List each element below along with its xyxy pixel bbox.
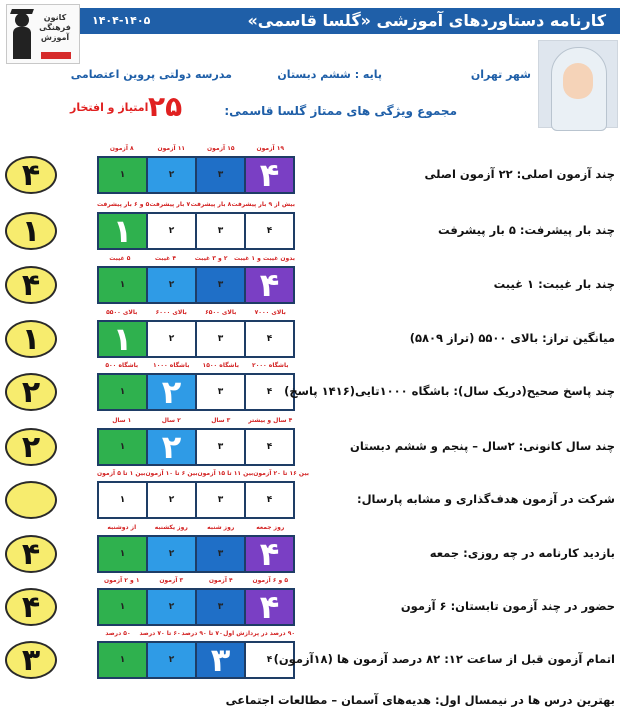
level-header: ۲ و ۳ غیبت	[194, 255, 228, 262]
level-cell: ۴	[246, 537, 293, 571]
level-header: ۸ آزمون	[109, 145, 134, 152]
level-header: ۷ بار پیشرفت	[149, 201, 191, 208]
criteria-label: چند پاسخ صحیح(دریک سال): باشگاه ۱۰۰۰تایی(۱۴۱۶ پاسخ)	[284, 384, 615, 398]
level-cell: ۱	[99, 430, 148, 464]
logo-badge	[41, 52, 71, 59]
level-cell: ۴	[246, 268, 293, 302]
score-circle: ۳	[5, 641, 57, 679]
level-cell: ۳	[197, 322, 246, 356]
level-cell: ۳	[197, 590, 246, 624]
score-circle	[5, 481, 57, 519]
photo-face	[563, 63, 593, 99]
level-header: ۱ سال	[112, 417, 132, 424]
criteria-row	[0, 251, 627, 306]
level-cell: ۱	[99, 375, 148, 409]
summary-value: ۲۵	[148, 90, 183, 123]
level-cell: ۳	[197, 375, 246, 409]
criteria-label: حضور در چند آزمون تابستان: ۶ آزمون	[400, 599, 615, 613]
level-cell: ۲	[148, 537, 197, 571]
criteria-label: شرکت در آزمون هدف‌گذاری و مشابه پارسال:	[356, 492, 615, 506]
level-cell: ۲	[148, 430, 197, 464]
level-cell: ۲	[148, 214, 197, 248]
level-cell: ۴	[246, 322, 293, 356]
level-grid	[97, 212, 295, 250]
criteria-label: چند بار غیبت: ۱ غیبت	[493, 277, 615, 291]
level-header: ۱۱ آزمون	[157, 145, 186, 152]
level-header: ۹۰ درصد در پردازش اول	[223, 630, 296, 637]
level-headers	[97, 360, 295, 372]
level-cell: ۴	[246, 590, 293, 624]
level-cell: ۳	[197, 537, 246, 571]
level-header: ۴ غیبت	[154, 255, 177, 262]
score-circle: ۴	[5, 156, 57, 194]
level-cell: ۲	[148, 643, 197, 677]
level-header: ۸ بار پیشرفت	[190, 201, 232, 208]
level-cell: ۲	[148, 158, 197, 192]
level-cell: ۴	[246, 430, 293, 464]
level-header: ۴ سال و بیشتر	[248, 417, 293, 424]
criteria-row	[0, 197, 627, 252]
level-header: ۲ سال	[161, 417, 181, 424]
summary-label: مجموع ویژگی های ممتاز گلسا قاسمی:	[224, 104, 457, 118]
criteria-label: چند آزمون اصلی: ۲۲ آزمون اصلی	[424, 167, 615, 181]
score-circle: ۲	[5, 373, 57, 411]
level-cell: ۱	[99, 590, 148, 624]
level-cell: ۲	[148, 375, 197, 409]
level-header: بین ۱۶ تا ۲۰ آزمون	[253, 470, 310, 477]
level-headers	[97, 468, 310, 480]
criteria-row	[0, 358, 627, 413]
level-header: بالای ۶۵۰۰	[205, 309, 237, 316]
level-cell: ۳	[197, 430, 246, 464]
level-headers	[97, 199, 295, 211]
level-header: ۳ سال	[211, 417, 231, 424]
criteria-label: میانگین تراز: بالای ۵۵۰۰ (تراز ۵۸۰۹)	[409, 331, 615, 345]
level-cell: ۱	[99, 483, 148, 517]
student-photo	[538, 40, 618, 128]
criteria-row	[0, 573, 627, 628]
level-header: ۱ و ۲ آزمون	[104, 577, 140, 584]
level-grid	[97, 481, 295, 519]
level-headers	[97, 522, 295, 534]
criteria-row	[0, 626, 627, 681]
city-text: شهر تهران	[470, 68, 531, 81]
level-cell: ۴	[246, 375, 293, 409]
level-grid	[97, 320, 295, 358]
level-headers	[97, 415, 295, 427]
criteria-label: چند سال کانونی: ۲سال – پنجم و ششم دبستان	[350, 439, 615, 453]
level-headers	[97, 253, 295, 265]
level-header: ۱۹ آزمون	[256, 145, 285, 152]
level-grid	[97, 641, 295, 679]
level-header: بین ۱۱ تا ۱۵ آزمون	[197, 470, 254, 477]
header-banner	[80, 8, 620, 34]
criteria-row	[0, 141, 627, 196]
logo-cap	[10, 9, 34, 14]
level-cell: ۱	[99, 158, 148, 192]
score-circle: ۲	[5, 428, 57, 466]
criteria-row	[0, 520, 627, 575]
level-cell: ۱	[99, 537, 148, 571]
level-grid	[97, 535, 295, 573]
level-header: ۵۰ درصد	[105, 630, 131, 637]
level-header: ۷۰ تا ۹۰ درصد	[181, 630, 223, 637]
level-header: باشگاه ۵۰۰	[105, 362, 139, 369]
criteria-label: چند بار پیشرفت: ۵ بار پیشرفت	[438, 223, 615, 237]
level-header: بدون غیبت و ۱ غیبت	[233, 255, 295, 262]
level-header: ۵ و ۶ آزمون	[252, 577, 288, 584]
criteria-row	[0, 413, 627, 468]
level-cell: ۱	[99, 268, 148, 302]
level-header: بالای ۵۵۰۰	[106, 309, 138, 316]
level-cell: ۱	[99, 643, 148, 677]
level-header: ۴ آزمون	[208, 577, 233, 584]
level-cell: ۲	[148, 483, 197, 517]
level-cell: ۳	[197, 643, 246, 677]
level-headers	[97, 575, 295, 587]
level-cell: ۲	[148, 590, 197, 624]
level-header: روز جمعه	[256, 524, 285, 531]
criteria-row	[0, 466, 627, 521]
criteria-label: اتمام آزمون قبل از ساعت ۱۲: ۸۲ درصد آزمون ها (۱۸آزمون)	[273, 652, 615, 666]
level-cell: ۳	[197, 158, 246, 192]
level-cell: ۱	[99, 322, 148, 356]
logo-icon	[6, 4, 80, 64]
score-circle: ۴	[5, 266, 57, 304]
logo-text: کانون فرهنگی آموزش	[39, 13, 71, 42]
level-headers	[97, 143, 295, 155]
level-header: بین ۱ تا ۵ آزمون	[97, 470, 146, 477]
level-cell: ۱	[99, 214, 148, 248]
level-grid	[97, 156, 295, 194]
level-cell: ۳	[197, 268, 246, 302]
school-text: مدرسه دولتی پروین اعتصامی	[70, 68, 232, 81]
level-header: روز یکشنبه	[154, 524, 188, 531]
level-cell: ۲	[148, 322, 197, 356]
header-year: ۱۴۰۴-۱۴۰۵	[92, 14, 151, 27]
level-header: بین ۶ تا ۱۰ آزمون	[145, 470, 198, 477]
level-grid	[97, 588, 295, 626]
summary-unit: امتیاز و افتخار	[70, 101, 149, 114]
level-header: ۵ و ۶ بار پیشرفت	[97, 201, 150, 208]
header-title: کارنامه دستاوردهای آموزشی «گلسا قاسمی»	[247, 11, 606, 30]
score-circle: ۱	[5, 320, 57, 358]
logo-head	[15, 13, 29, 27]
level-header: ۱۵ آزمون	[206, 145, 235, 152]
level-headers	[97, 307, 295, 319]
criteria-label: بازدید کارنامه در چه روزی: جمعه	[429, 546, 615, 560]
grade-text: پایه : ششم دبستان	[277, 68, 382, 81]
logo-figure	[13, 27, 31, 59]
level-cell: ۳	[197, 214, 246, 248]
level-cell: ۴	[246, 214, 293, 248]
level-header: باشگاه ۲۰۰۰	[252, 362, 289, 369]
level-grid	[97, 373, 295, 411]
criteria-row	[0, 305, 627, 360]
level-grid	[97, 428, 295, 466]
level-headers	[97, 628, 295, 640]
level-header: روز شنبه	[207, 524, 235, 531]
level-header: بیش از ۹ بار پیشرفت	[231, 201, 295, 208]
level-cell: ۳	[197, 483, 246, 517]
best-subjects-text: بهترین درس ها در نیمسال اول: هدیه‌های آسمان – مطالعات اجتماعی	[225, 693, 615, 707]
score-circle: ۴	[5, 535, 57, 573]
level-grid	[97, 266, 295, 304]
level-header: باشگاه ۱۵۰۰	[202, 362, 239, 369]
level-cell: ۴	[246, 158, 293, 192]
level-header: ۵ غیبت	[109, 255, 131, 262]
level-header: بالای ۶۰۰۰	[155, 309, 187, 316]
level-header: باشگاه ۱۰۰۰	[153, 362, 190, 369]
score-circle: ۱	[5, 212, 57, 250]
level-header: بالای ۷۰۰۰	[254, 309, 286, 316]
score-circle: ۴	[5, 588, 57, 626]
level-header: ۶۰ تا ۷۰ درصد	[139, 630, 181, 637]
level-cell: ۴	[246, 643, 293, 677]
level-cell: ۲	[148, 268, 197, 302]
level-header: ۳ آزمون	[159, 577, 184, 584]
level-header: از دوشنبه	[107, 524, 137, 531]
level-cell: ۴	[246, 483, 293, 517]
